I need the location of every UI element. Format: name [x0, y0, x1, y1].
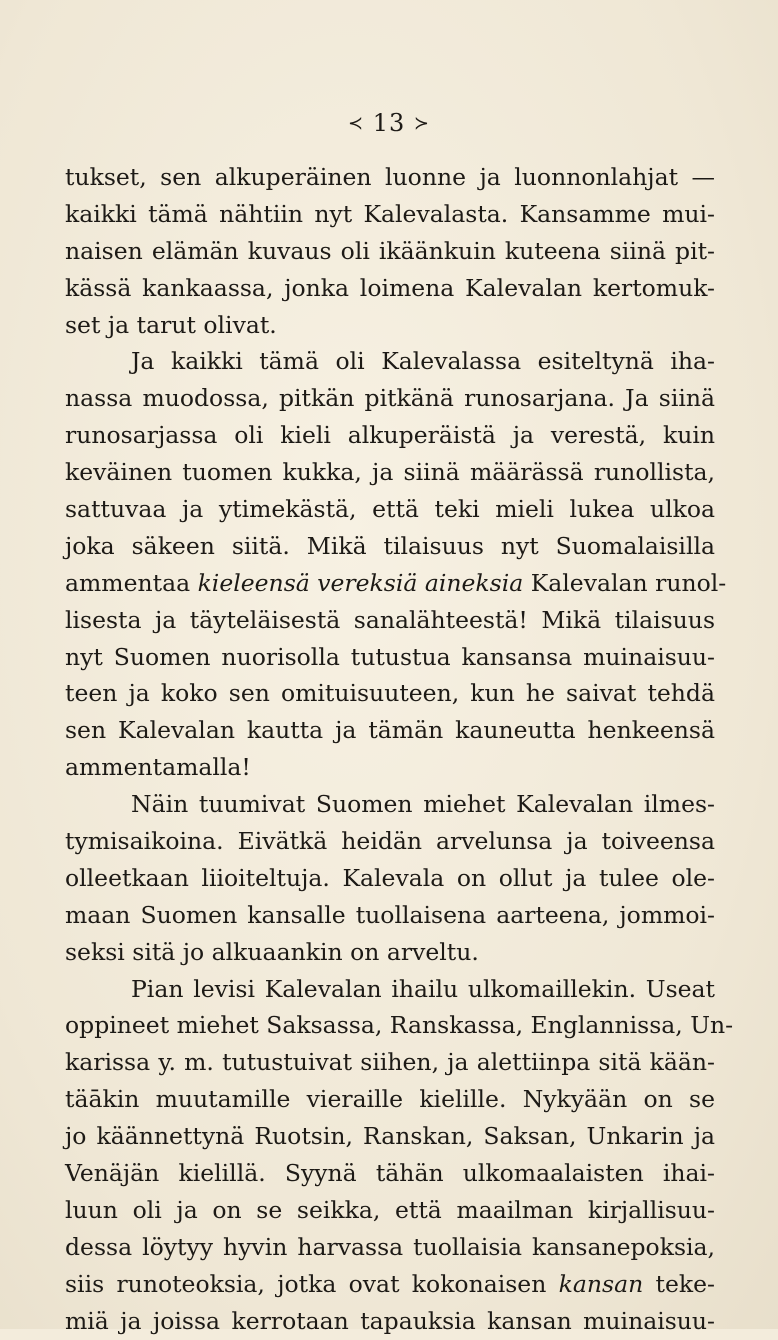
text-line-17: ammentamalla!: [65, 753, 251, 782]
text-line-15: teen ja koko sen omituisuuteen, kun he saivat tehdä: [65, 679, 715, 708]
text-line-29: luun oli ja on se seikka, että maailman kirjallisuu-: [65, 1195, 715, 1224]
italic-phrase: kieleensä vereksiä aineksia: [197, 568, 524, 597]
body-text: [65, 159, 734, 1340]
text-line-12: ammentaa kieleensä vereksiä aineksia Kalevalan runol-: [65, 568, 727, 597]
text-line-18: Näin tuumivat Suomen miehet Kalevalan ilmes-: [131, 790, 715, 819]
text-line-13: lisesta ja täyteläisestä sanalähteestä! Mikä tilaisuus: [65, 605, 715, 634]
text-line-21: maan Suomen kansalle tuollaisena aarteena, jommoi-: [65, 900, 715, 929]
text-line-14: nyt Suomen nuorisolla tutustua kansansa muinaisuu-: [65, 642, 715, 671]
text-line-5: set ja tarut olivat.: [65, 310, 277, 339]
text-line-24: oppineet miehet Saksassa, Ranskassa, Englannissa, Un-: [65, 1011, 734, 1040]
text-line-8: runosarjassa oli kieli alkuperäistä ja verestä, kuin: [65, 421, 715, 450]
text-line-22: seksi sitä jo alkuaankin on arveltu.: [65, 937, 479, 966]
text-line-3: naisen elämän kuvaus oli ikäänkuin kuteena siinä pit-: [65, 236, 715, 265]
text-line-19: tymisaikoina. Eivätkä heidän arvelunsa ja toiveensa: [65, 827, 715, 856]
text-line-10: sattuvaa ja ytimekästä, että teki mieli lukea ulkoa: [65, 495, 715, 524]
page-header: [0, 108, 778, 139]
text-line-7: nassa muodossa, pitkän pitkänä runosarjana. Ja siinä: [65, 384, 715, 413]
text-line-25: karissa y. m. tutustuivat siihen, ja alettiinpa sitä kään-: [65, 1048, 715, 1077]
text-line-20: olleetkaan liioiteltuja. Kalevala on ollut ja tulee ole-: [65, 863, 715, 892]
text-line-9: keväinen tuomen kukka, ja siinä määrässä runollista,: [65, 458, 715, 487]
text-line-6: Ja kaikki tämä oli Kalevalassa esiteltynä iha-: [131, 347, 715, 376]
text-line-27: jo käännettynä Ruotsin, Ranskan, Saksan, Unkarin ja: [65, 1122, 715, 1151]
text-line-16: sen Kalevalan kautta ja tämän kauneutta henkeensä: [65, 716, 715, 745]
ornament-right-icon: ≻: [413, 113, 430, 134]
text-line-30: dessa löytyy hyvin harvassa tuollaisia kansanepoksia,: [65, 1232, 715, 1261]
text-line-31: siis runoteoksia, jotka ovat kokonaisen kansan teke-: [65, 1269, 715, 1298]
page-number: 13: [372, 109, 406, 137]
text-line-4: kässä kankaassa, jonka loimena Kalevalan kertomuk-: [65, 273, 715, 302]
text-line-1: tukset, sen alkuperäinen luonne ja luonnonlahjat —: [65, 163, 715, 191]
italic-word: kansan: [558, 1269, 644, 1298]
text-line-11: joka säkeen siitä. Mikä tilaisuus nyt Suomalaisilla: [65, 531, 715, 560]
text-line-2: kaikki tämä nähtiin nyt Kalevalasta. Kansamme mui-: [65, 199, 715, 228]
ornament-left-icon: ≺: [347, 113, 365, 134]
text-line-32: miä ja joissa kerrotaan tapauksia kansan muinaisuu-: [65, 1306, 715, 1335]
text-line-23: Pian levisi Kalevalan ihailu ulkomaillekin. Useat: [131, 974, 715, 1003]
text-line-26: täākin muutamille vieraille kielille. Nykyään on se: [65, 1085, 715, 1114]
text-line-28: Venäjän kielillä. Syynä tähän ulkomaalaisten ihai-: [65, 1159, 715, 1188]
